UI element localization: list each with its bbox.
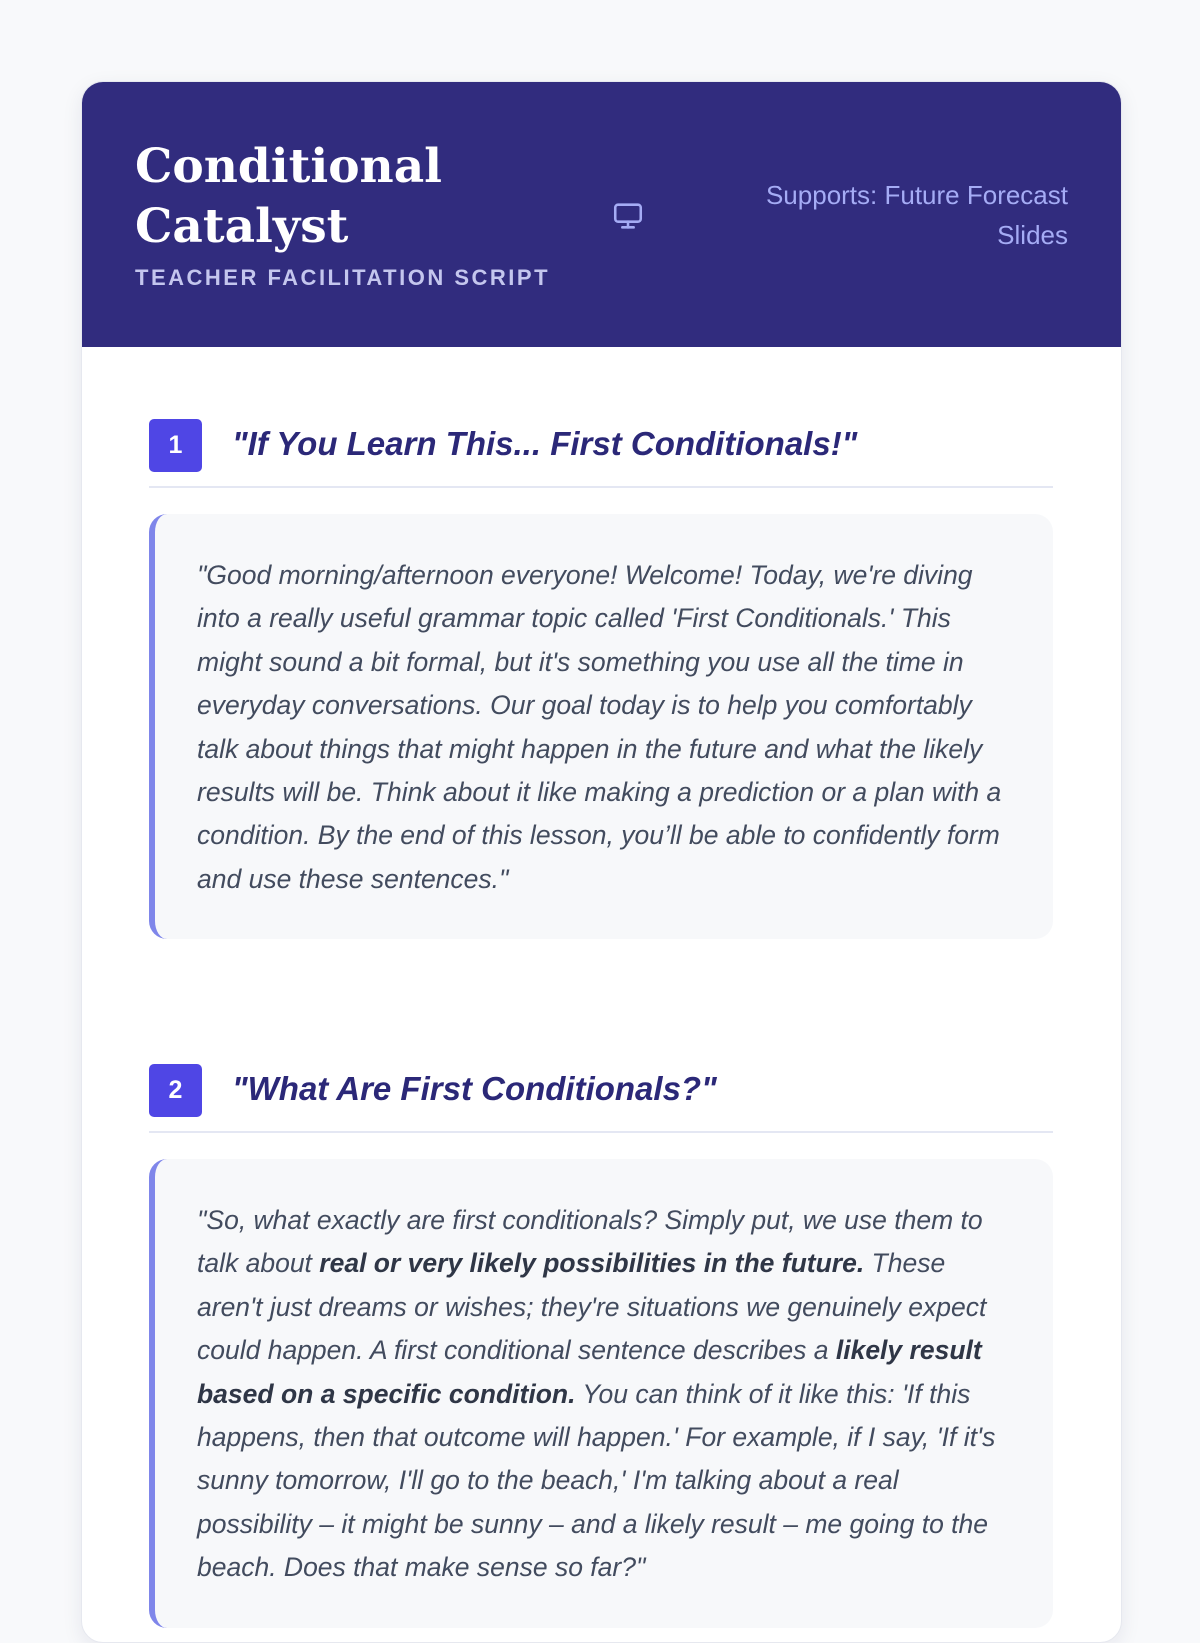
header-banner [82,82,1121,347]
section-header [149,1061,1053,1133]
script-section-2 [149,1061,1053,1628]
script-text-part: "So, what exactly are first conditionals? Simply put, we use them to talk about [197,1205,983,1279]
script-text: "Good morning/afternoon everyone! Welcome! Today, we're diving into a really useful grammar topic called 'First Conditionals.' This might sound a bit formal, but it's something you use all the time in everyday conversations. Our goal today is to help you comfortably talk about things that might happen in the future and what the likely results will be. Think about it like making a prediction or a plan with a condition. By the end of this lesson, you’ll be able to confidently form and use these sentences." [197,560,1002,894]
supports-note: Supports: Future Forecast Slides [765,180,1068,250]
script-card [81,81,1122,1643]
script-quote [149,514,1053,939]
section-header [149,416,1053,488]
script-text [197,1199,1017,1590]
page-subtitle: TEACHER FACILITATION SCRIPT [135,265,551,290]
script-text-part: You can think of it like this: 'If this happens, then that outcome will happen.' For example, if I say, 'If it's sunny tomorrow, I'll go to the beach,' I'm talking about a real possibility – it might be sunny – and a likely result – me going to the beach. Does that make sense so far?" [197,1378,996,1583]
script-emphasis: likely result based on a specific condition. [197,1335,982,1409]
script-section-1 [149,416,1053,939]
monitor-icon [611,199,645,233]
script-text-part: These aren't just dreams or wishes; they're situations we genuinely expect could happen. A first conditional sentence describes a [197,1248,987,1366]
section-title: "What Are First Conditionals?" [232,1070,717,1107]
script-quote [149,1159,1053,1628]
page-title: Conditional Catalyst [135,139,443,254]
section-number-badge: 2 [149,1064,202,1117]
script-emphasis: real or very likely possibilities in the future. [319,1248,865,1279]
section-number-badge: 1 [149,419,202,472]
section-title: "If You Learn This... First Conditionals!" [232,425,858,462]
